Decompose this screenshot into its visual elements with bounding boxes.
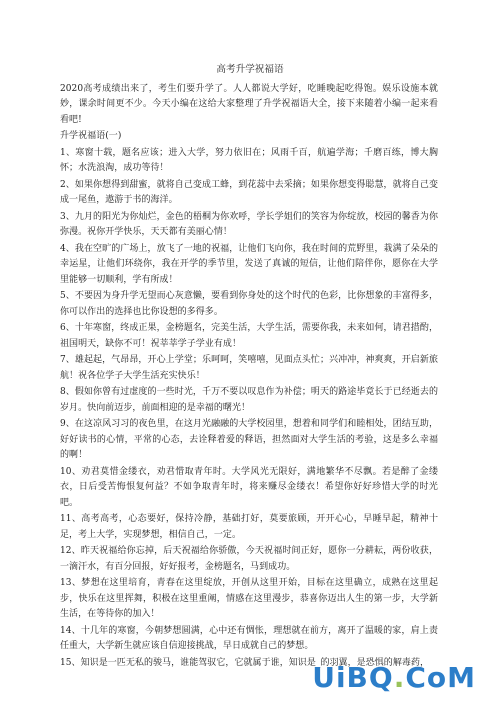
blessing-item-6: 6、十年寒窗，终成正果，金榜题名，完美生活，大学生活，需要你我，未来如何，请君措酌，祖国明天，缺你不可！祝莘莘学子学业有成！	[60, 323, 438, 349]
blessing-item-3: 3、九月的阳光为你灿烂，金色的梧桐为你欢呼，学长学姐们的笑容为你绽放，校园的馨香为你弥漫。祝你开学快乐，天天都有美丽心情！	[60, 212, 438, 238]
blessing-item-13: 13、梦想在这里培育，青春在这里绽放，开创从这里开始，目标在这里确立，成熟在这里起步，快乐在这里挥舞，积极在这里重阐，情感在这里漫步，恭喜你迈出人生的第一步，大学新生活，在等待你的加入！	[60, 578, 438, 620]
intro-paragraph: 2020高考成绩出来了，考生们要升学了。人人都说大学好，吃睡晚起吃得饱。娱乐设施本就妙，课余时间更不少。今天小编在这给大家整理了升学祝福语大全，接下来随着小编一起来看看吧!	[60, 84, 438, 125]
watermark-part-1: UiBQ	[312, 661, 394, 694]
document-title: 高考升学祝福语	[216, 64, 284, 75]
blessing-item-4: 4、我在空旷的广场上，放飞了一地的祝福，让他们飞向你，我在时间的荒野里，栽满了朵朵的幸运星，让他们环绕你，我在开学的季节里，发送了真诚的短信，让他们陪伴你，愿你在大学里能够一切顺利，学有所成！	[60, 244, 438, 285]
blessing-item-8: 8、假如你曾有过虚度的一些时光，千万不要以叹息作为补偿；明天的路途毕竟长于已经逝去的岁月。快向前迈步，前面相迎的是幸福的曙光！	[60, 387, 438, 413]
watermark-part-2: CoM	[405, 661, 476, 694]
blessing-item-9: 9、在这凉风习习的夜色里，在这月光融融的大学校园里，想着和同学们和睦相处，团结互助，好好读书的心情，平常的心态，去诠释着爱的释语，担然面对大学生活的考验，这是多么幸福的啊！	[60, 419, 438, 461]
blessing-item-11: 11、高考高考，心态要好，保持冷静，基础打好，莫要旅顾，开开心心，早睡早起，精神十足，考上大学，实现梦想，相信自己，一定。	[60, 514, 438, 540]
blessing-item-1: 1、寒窗十载，题名应该；进入大学，努力依旧在；风雨千百，航遍学海；千磨百练，博大胸怀；水洗浪淘，成功等待！	[60, 148, 438, 174]
blessing-item-7: 7、雄起起，气昂昂，开心上学堂；乐呵呵，笑嘻嘻，见面点头忙；兴冲冲，神爽爽，开启新旅航！祝各位学子大学生活充实快乐！	[60, 355, 438, 381]
blessing-item-12: 12、昨天祝福给你忘掉，后天祝福给你骄傲，今天祝福时间正好，愿你一分耕耘，两份收获，一滴汗水，有百分回报，好好报考，金榜题名，马到成功。	[60, 546, 438, 572]
document-body	[60, 82, 438, 672]
watermark-dot: .	[393, 661, 406, 694]
blessing-item-15: 15、知识是一匹无私的骏马，谁能驾驭它，它就属于谁，知识是_的羽翼，是恐惧的解毒药，	[60, 657, 430, 668]
blessing-item-2: 2、如果你想得到甜蜜，就将自己变成工蜂，到花蕊中去采摘；如果你想变得聪慧，就将自己变成一尾鱼，遨游于书的海洋。	[60, 180, 438, 206]
section-heading: 升学祝福语(一)	[60, 131, 122, 142]
blessing-item-10: 10、劝君莫惜金缕衣，劝君惜取青年时。大学风光无限好，满地繁华不尽飘。若是醉了金缕衣，日后受苦悔恨复何益？不如争取青年时，将来赚尽金缕衣！希望你好好珍惜大学的时光吧。	[60, 466, 438, 508]
blessing-item-14: 14、十几年的寒窗，今朝梦想圆满，心中还有惆怅，理想就在前方，离开了温暖的家，肩上责任重大，大学新生就应该自信迎接挑战，早日成就自己的梦想。	[60, 625, 438, 652]
site-watermark	[312, 660, 476, 696]
blessing-item-5: 5、不要因为身升学无望而心灰意懒，要看到你身处的这个时代的色彩，比你想象的丰富得多，你可以作出的选择也比你设想的多得多。	[60, 291, 438, 317]
